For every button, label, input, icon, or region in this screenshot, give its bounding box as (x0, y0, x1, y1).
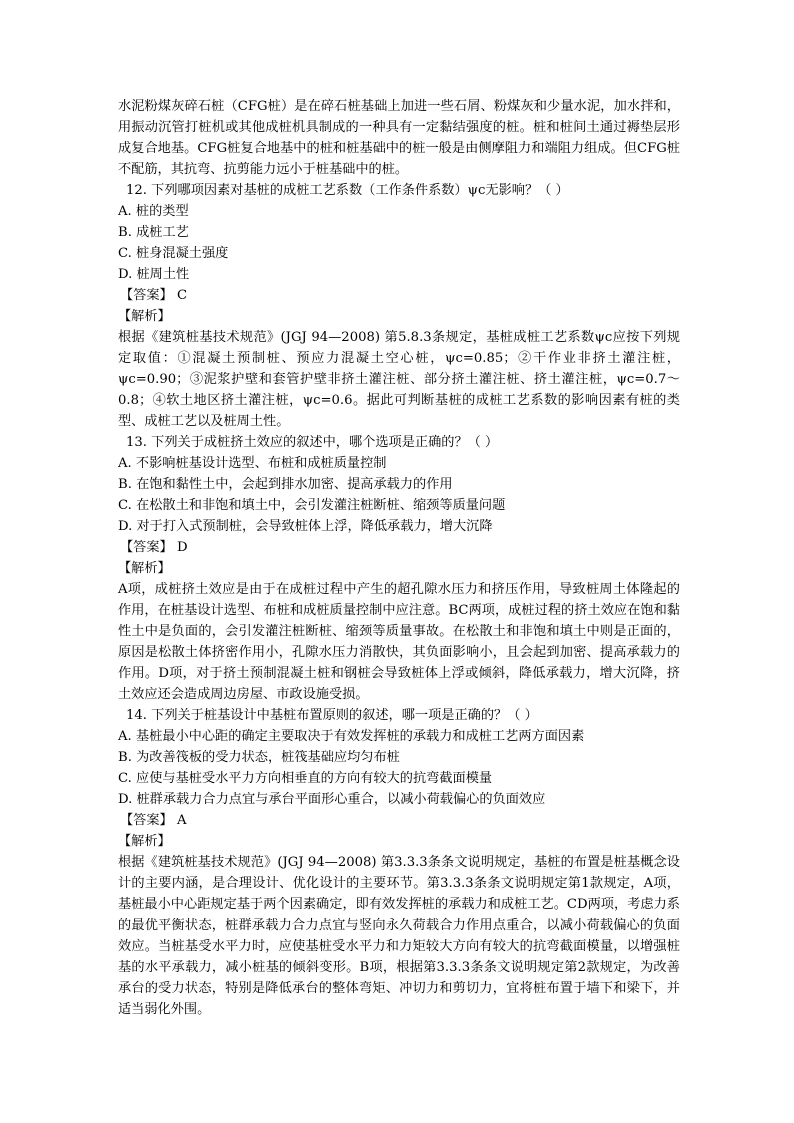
question-12: 12. 下列哪项因素对基桩的成桩工艺系数（工作条件系数）ψc无影响？（ ） (126, 183, 569, 198)
q13-option-b: B. 在饱和黏性土中，会起到排水加密、提高承载力的作用 (118, 477, 453, 492)
q13-option-c: C. 在松散土和非饱和填土中，会引发灌注桩断桩、缩颈等质量问题 (118, 498, 506, 513)
q13-answer: 【答案】 D (120, 540, 188, 555)
q13-analysis-label: 【解析】 (118, 561, 171, 576)
question-14: 14. 下列关于桩基设计中基桩布置原则的叙述，哪一项是正确的？（ ） (126, 708, 538, 723)
q12-option-c: C. 桩身混凝土强度 (118, 246, 229, 261)
q12-analysis: 根据《建筑桩基技术规范》(JGJ 94—2008) 第5.8.3条规定，基桩成桩工艺系数ψc应按下列规定取值：①混凝土预制桩、预应力混凝土空心桩，ψc=0.85；②干作业非挤土灌注桩，ψc=0.90；③泥浆护壁和套管护壁非挤土灌注桩、部分挤土灌注桩、挤土灌注桩，ψc=0.7～0.8；④软土地区挤土灌注桩，ψc=0.6。据此可判断基桩的成桩工艺系数的影响因素有桩的类型、成桩工艺以及桩周土性。 (118, 330, 680, 429)
q13-option-a: A. 不影响桩基设计选型、布桩和成桩质量控制 (118, 456, 387, 471)
q14-option-d: D. 桩群承载力合力点宜与承台平面形心重合，以减小荷载偏心的负面效应 (118, 792, 546, 807)
q14-option-b: B. 为改善筏板的受力状态，桩筏基础应均匀布桩 (118, 750, 400, 765)
intro-paragraph: 水泥粉煤灰碎石桩（CFG桩）是在碎石桩基础上加进一些石屑、粉煤灰和少量水泥，加水拌和，用振动沉管打桩机或其他成桩机具制成的一种具有一定黏结强度的桩。桩和桩间土通过褥垫层形成复合地基。CFG桩复合地基中的桩和桩基础中的桩一般是由侧摩阻力和端阻力组成。但CFG桩不配筋，其抗弯、抗剪能力远小于桩基础中的桩。 (118, 99, 680, 177)
q14-option-a: A. 基桩最小中心距的确定主要取决于有效发挥桩的承载力和成桩工艺两方面因素 (118, 729, 585, 744)
q12-option-d: D. 桩周土性 (118, 267, 190, 282)
question-13: 13. 下列关于成桩挤土效应的叙述中，哪个选项是正确的？（ ） (126, 435, 499, 450)
q13-option-d: D. 对于打入式预制桩，会导致桩体上浮，降低承载力，增大沉降 (118, 519, 493, 534)
q14-answer: 【答案】 A (120, 813, 187, 828)
q12-analysis-label: 【解析】 (118, 309, 171, 324)
document-page (118, 96, 680, 1020)
q13-analysis: A项，成桩挤土效应是由于在成桩过程中产生的超孔隙水压力和挤压作用，导致桩周土体隆起的作用，在桩基设计选型、布桩和成桩质量控制中应注意。BC两项，成桩过程的挤土效应在饱和黏性土中是负面的，会引发灌注桩断桩、缩颈等质量事故。在松散土和非饱和填土中则是正面的，原因是松散土体挤密作用小，孔隙水压力消散快，其负面影响小，且会起到加密、提高承载力的作用。D项，对于挤土预制混凝土桩和钢桩会导致桩体上浮或倾斜，降低承载力，增大沉降，挤土效应还会造成周边房屋、市政设施受损。 (118, 582, 680, 702)
q14-analysis: 根据《建筑桩基技术规范》(JGJ 94—2008) 第3.3.3条条文说明规定，基桩的布置是桩基概念设计的主要内涵，是合理设计、优化设计的主要环节。第3.3.3条条文说明规定第1款规定，A项，基桩最小中心距规定基于两个因素确定，即有效发挥桩的承载力和成桩工艺。CD两项，考虑力系的最优平衡状态，桩群承载力合力点宜与竖向永久荷载合力作用点重合，以减小荷载偏心的负面效应。当桩基受水平力时，应使基桩受水平力和力矩较大方向有较大的抗弯截面模量，以增强桩基的水平承载力，减小桩基的倾斜变形。B项，根据第3.3.3条条文说明规定第2款规定，为改善承台的受力状态，特别是降低承台的整体弯矩、冲切力和剪切力，宜将桩布置于墙下和梁下，并适当弱化外围。 (118, 855, 680, 1017)
q12-option-b: B. 成桩工艺 (118, 225, 189, 240)
q12-answer: 【答案】 C (120, 288, 188, 303)
q12-option-a: A. 桩的类型 (118, 204, 189, 219)
q14-analysis-label: 【解析】 (118, 834, 171, 849)
q14-option-c: C. 应使与基桩受水平力方向相垂直的方向有较大的抗弯截面模量 (118, 771, 493, 786)
